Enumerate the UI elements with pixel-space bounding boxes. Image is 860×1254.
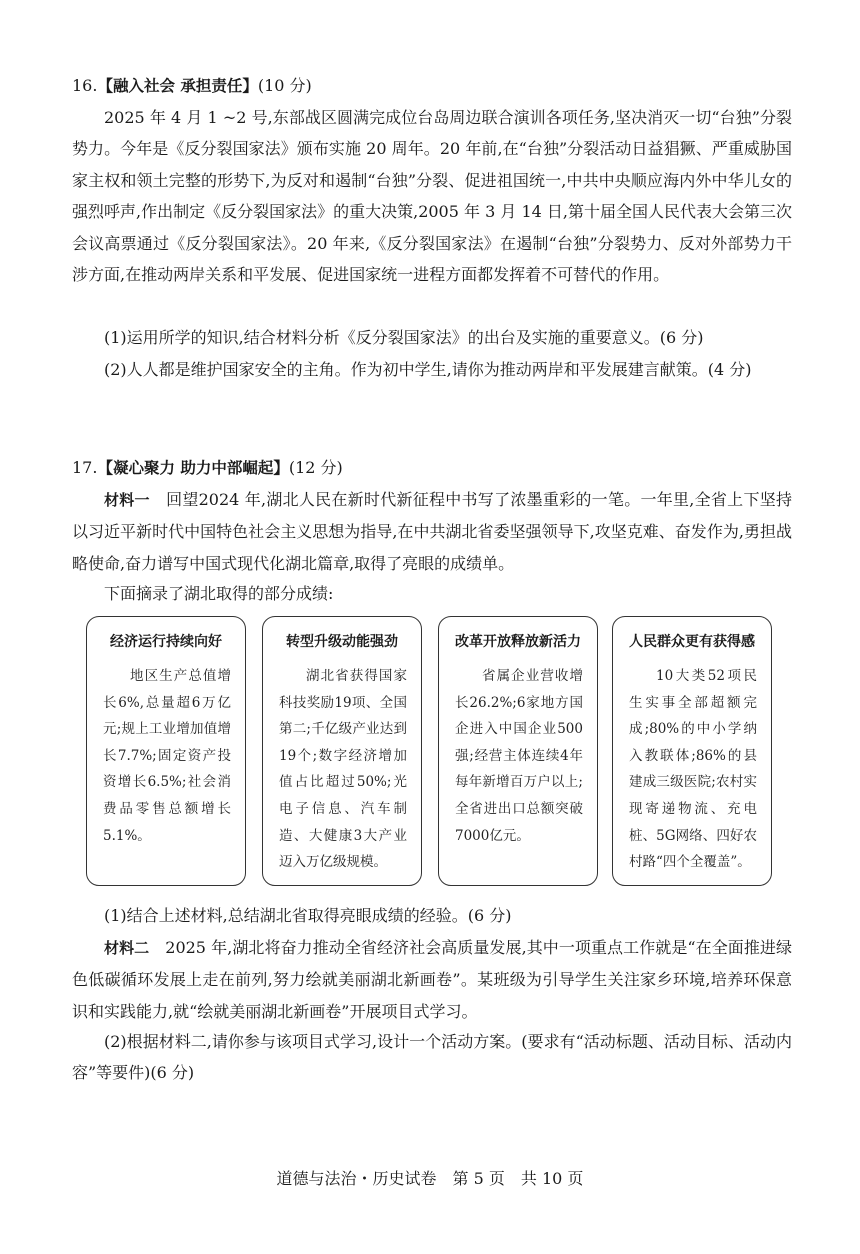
achievement-box-text: 地区生产总值增长6%,总量超6万亿元;规上工业增加值增长7.7%;固定资产投资增长6.5%;社会消费品零售总额增长5.1%。 (103, 668, 231, 844)
question-16-material: 2025 年 4 月 1 ~2 号,东部战区圆满完成位台岛周边联合演训各项任务,坚决消灭一切“台独”分裂势力。今年是《反分裂国家法》颁布实施 20 周年。20 年前,在“台独”分裂活动日益猖獗、严重威胁国家主权和领土完整的形势下,为反对和遏制“台独”分裂、促进祖国统一,中共中央顺应海内外中华儿女的强烈呼声,作出制定《反分裂国家法》的重大决策,2005 年 3 月 14 日,第十届全国人民代表大会第三次会议高票通过《反分裂国家法》。20 年来,《反分裂国家法》在遏制“台独”分裂势力、反对外部势力干涉方面,在推动两岸关系和平发展、促进国家统一进程方面都发挥着不可替代的作用。 (72, 108, 792, 285)
question-heading: 【凝心聚力 助力中部崛起】 (97, 459, 289, 477)
question-16-title (72, 74, 312, 98)
question-17-intro: 下面摘录了湖北取得的部分成绩: (104, 584, 334, 603)
question-17-title (72, 456, 343, 480)
achievement-box-economy (86, 616, 246, 886)
question-17-sub2: (2)根据材料二,请你参与该项目式学习,设计一个活动方案。(要求有“活动标题、活动目标、活动内容”等要件)(6 分) (72, 1032, 792, 1083)
material-label: 材料二 (104, 939, 150, 957)
material-text: 2025 年,湖北将奋力推动全省经济社会高质量发展,其中一项重点工作就是“在全面推进绿色低碳循环发展上走在前列,努力绘就美丽湖北新画卷”。某班级为引导学生关注家乡环境,培养环保意识和实践能力,就“绘就美丽湖北新画卷”开展项目式学习。 (72, 938, 792, 1021)
question-score: (12 分) (288, 458, 343, 477)
question-heading: 【融入社会 承担责任】 (97, 77, 258, 95)
achievement-box-title: 转型升级动能强劲 (286, 634, 398, 650)
question-score: (10 分) (257, 76, 312, 95)
achievement-box-text: 湖北省获得国家科技奖励19项、全国第二;千亿级产业达到19个;数字经济增加值占比超过50%;光电子信息、汽车制造、大健康3大产业迈入万亿级规模。 (279, 668, 407, 871)
achievement-box-reform (438, 616, 598, 886)
achievement-box-title: 改革开放释放新活力 (455, 634, 581, 650)
achievement-box-title: 人民群众更有获得感 (629, 634, 755, 650)
achievement-box-livelihood (612, 616, 772, 886)
question-17-material2 (72, 932, 792, 1027)
question-16-sub1: (1)运用所学的知识,结合材料分析《反分裂国家法》的出台及实施的重要意义。(6 分) (104, 328, 704, 347)
achievement-box-transformation (262, 616, 422, 886)
material-text: 回望2024 年,湖北人民在新时代新征程中书写了浓墨重彩的一笔。一年里,全省上下坚持以习近平新时代中国特色社会主义思想为指导,在中共湖北省委坚强领导下,攻坚克难、奋发作为,勇担战略使命,奋力谱写中国式现代化湖北篇章,取得了亮眼的成绩单。 (72, 490, 792, 573)
question-number: 16. (72, 76, 98, 95)
question-16-sub2: (2)人人都是维护国家安全的主角。作为初中学生,请你为推动两岸和平发展建言献策。(4 分) (104, 360, 752, 379)
question-17-material1 (72, 484, 792, 579)
page-footer: 道德与法治・历史试卷 第 5 页 共 10 页 (276, 1169, 584, 1188)
question-number: 17. (72, 458, 98, 477)
achievement-boxes (86, 616, 776, 890)
achievement-box-text: 10大类52项民生实事全部超额完成;80%的中小学纳入教联体;86%的县建成三级医院;农村实现寄递物流、充电桩、5G网络、四好农村路“四个全覆盖”。 (629, 668, 757, 871)
achievement-box-title: 经济运行持续向好 (110, 634, 222, 650)
question-17-sub1: (1)结合上述材料,总结湖北省取得亮眼成绩的经验。(6 分) (104, 906, 512, 925)
material-label: 材料一 (104, 491, 150, 509)
achievement-box-text: 省属企业营收增长26.2%;6家地方国企进入中国企业500强;经营主体连续4年每年新增百万户以上;全省进出口总额突破7000亿元。 (455, 668, 583, 844)
